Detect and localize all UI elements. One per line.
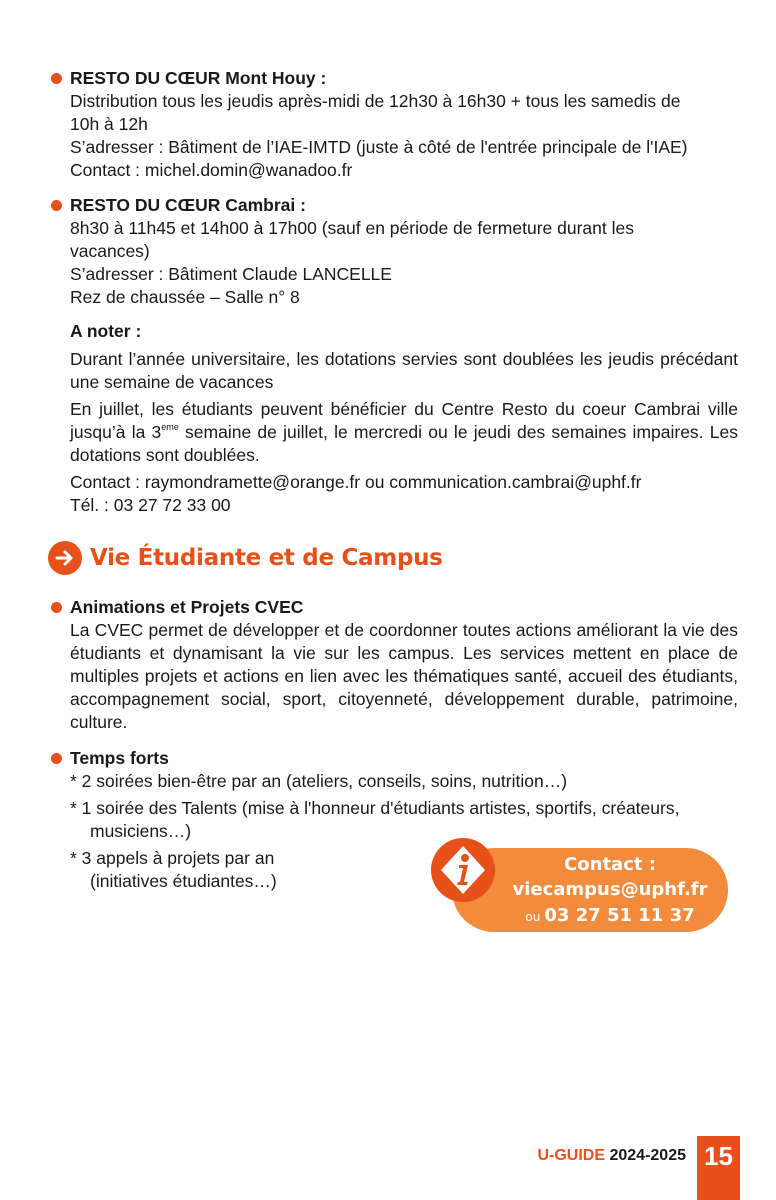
footer-year: 2024-2025: [609, 1147, 686, 1164]
resto-mont-houy-schedule-cont: 10h à 12h: [70, 114, 148, 134]
resto-cambrai-schedule-cont: vacances): [70, 241, 150, 261]
contact-ou: ou: [525, 910, 541, 924]
contact-phone[interactable]: 03 27 51 11 37: [544, 905, 695, 926]
resto-cambrai-room: Rez de chaussée – Salle n° 8: [70, 287, 300, 307]
resto-cambrai-title: RESTO DU CŒUR Cambrai :: [48, 194, 738, 217]
temps-forts-item-2: * 1 soirée des Talents (mise à l'honneur d'étudiants artistes, sportifs, créateurs,: [70, 798, 680, 818]
resto-mont-houy-contact: Contact : michel.domin@wanadoo.fr: [70, 160, 353, 180]
resto-cambrai-schedule: 8h30 à 11h45 et 14h00 à 17h00 (sauf en période de fermeture durant les: [70, 218, 634, 238]
note-phone: Tél. : 03 27 72 33 00: [70, 495, 231, 515]
temps-forts-item-3-cont: (initiatives étudiantes…): [90, 871, 277, 891]
temps-forts-item-2-cont: musiciens…): [90, 821, 192, 841]
note-contact: Contact : raymondramette@orange.fr ou communication.cambrai@uphf.fr: [70, 472, 642, 492]
note-paragraph-1: Durant l’année universitaire, les dotations servies sont doublées les jeudis précédant une semaine de vacances: [70, 349, 738, 392]
info-icon: [431, 838, 495, 902]
contact-label: Contact :: [564, 854, 656, 875]
page-number: 15: [697, 1136, 740, 1200]
resto-cambrai-section: [48, 194, 738, 517]
temps-forts-title: Temps forts: [48, 747, 738, 770]
cvec-text: La CVEC permet de développer et de coordonner toutes actions améliorant la vie des étudiants et dynamisant la vie sur les campus. Les services mettent en place de multiples projets et actions en lien avec les thématiques santé, accueil des étudiants, accompagnement social, sport, citoyenneté, développement durable, patrimoine, culture.: [70, 620, 738, 732]
cvec-section: [48, 596, 738, 734]
contact-email[interactable]: viecampus@uphf.fr: [512, 879, 708, 900]
temps-forts-item-1: * 2 soirées bien-être par an (ateliers, conseils, soins, nutrition…): [70, 771, 568, 791]
contact-phone-line: [452, 904, 728, 929]
note-title: A noter :: [70, 321, 142, 341]
resto-mont-houy-section: [48, 67, 738, 182]
section-title: Vie Étudiante et de Campus: [90, 545, 443, 571]
cvec-title: Animations et Projets CVEC: [48, 596, 738, 619]
arrow-right-icon: [48, 541, 82, 575]
section-heading: [48, 540, 443, 576]
temps-forts-item-3: * 3 appels à projets par an: [70, 848, 275, 868]
footer-title: [537, 1146, 686, 1166]
note-paragraph-2: En juillet, les étudiants peuvent bénéficier du Centre Resto du coeur Cambrai ville jusqu’à la 3eme semaine de juillet, le mercredi ou le jeudi des semaines impaires. Les dotations sont doublées.: [70, 399, 738, 465]
footer-brand: U-GUIDE: [537, 1147, 606, 1164]
resto-mont-houy-schedule: Distribution tous les jeudis après-midi de 12h30 à 16h30 + tous les samedis de: [70, 91, 681, 111]
resto-cambrai-address: S’adresser : Bâtiment Claude LANCELLE: [70, 264, 392, 284]
resto-mont-houy-address: S’adresser : Bâtiment de l’IAE-IMTD (juste à côté de l'entrée principale de l'IAE): [70, 137, 688, 157]
resto-mont-houy-title: RESTO DU CŒUR Mont Houy :: [48, 67, 738, 90]
